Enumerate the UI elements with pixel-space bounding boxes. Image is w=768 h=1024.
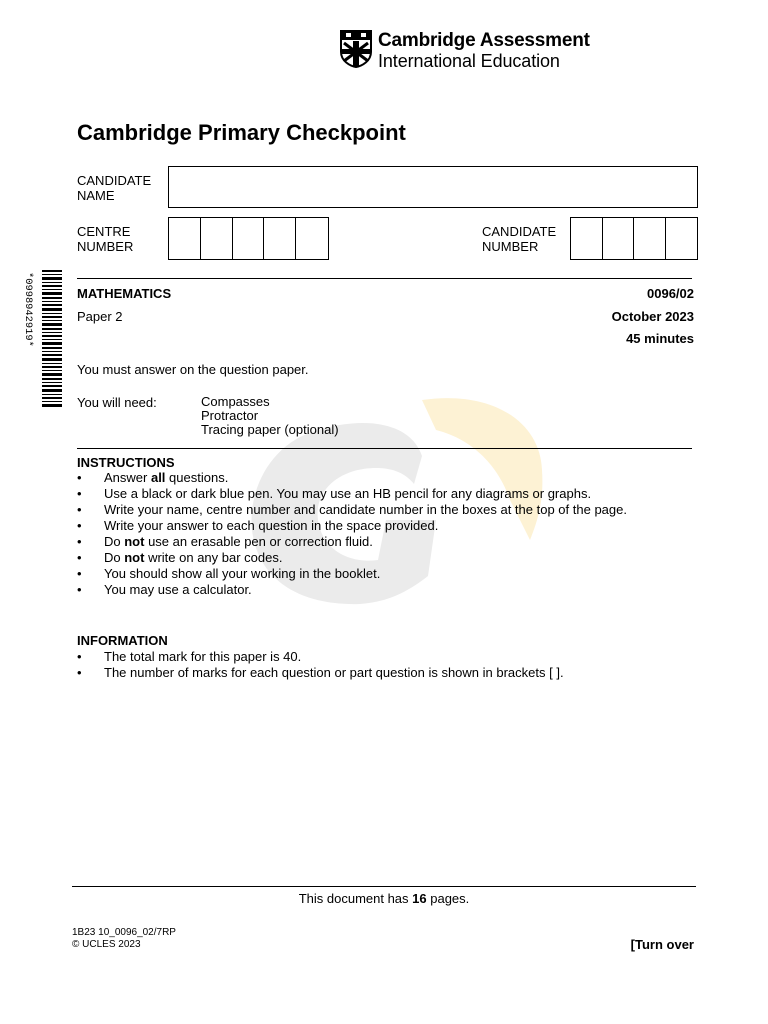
org-name-line1: Cambridge Assessment <box>378 30 590 51</box>
candidate-name-label: CANDIDATE NAME <box>77 173 152 203</box>
centre-number-label: CENTRE NUMBER <box>77 224 134 254</box>
divider <box>77 278 692 279</box>
instructions-list <box>77 470 697 598</box>
digit-box[interactable] <box>634 218 666 259</box>
list-item: • Write your answer to each question in the space provided. <box>77 518 697 534</box>
list-item: • You may use a calculator. <box>77 582 697 598</box>
barcode <box>24 270 62 410</box>
subject-name: MATHEMATICS <box>77 286 172 301</box>
org-name-line2: International Education <box>378 51 560 71</box>
need-label: You will need: <box>77 395 157 410</box>
footer-divider <box>72 886 696 887</box>
paper-code: 0096/02 <box>647 286 694 301</box>
crest-icon <box>340 30 372 68</box>
answer-note: You must answer on the question paper. <box>77 362 309 377</box>
equipment-item: Protractor <box>201 408 259 423</box>
list-item: • The total mark for this paper is 40. <box>77 649 697 665</box>
candidate-name-field[interactable] <box>168 166 698 208</box>
candidate-number-field[interactable] <box>570 217 698 260</box>
information-heading: INFORMATION <box>77 633 168 648</box>
digit-box[interactable] <box>169 218 201 259</box>
instructions-heading: INSTRUCTIONS <box>77 455 175 470</box>
digit-box[interactable] <box>233 218 265 259</box>
exam-duration: 45 minutes <box>626 331 694 346</box>
list-item: • The number of marks for each question or part question is shown in brackets [ ]. <box>77 665 697 681</box>
footer-ref: 1B23 10_0096_02/7RP © UCLES 2023 <box>72 927 176 950</box>
equipment-item: Compasses <box>201 394 270 409</box>
digit-box[interactable] <box>296 218 328 259</box>
turn-over: [Turn over <box>630 937 694 952</box>
equipment-list <box>201 395 339 437</box>
digit-box[interactable] <box>201 218 233 259</box>
digit-box[interactable] <box>666 218 697 259</box>
centre-number-field[interactable] <box>168 217 329 260</box>
equipment-item: Tracing paper (optional) <box>201 422 339 437</box>
page-count-note: This document has 16 pages. <box>298 891 470 906</box>
digit-box[interactable] <box>571 218 603 259</box>
digit-box[interactable] <box>264 218 296 259</box>
list-item: • You should show all your working in the booklet. <box>77 566 697 582</box>
list-item: • Do not write on any bar codes. <box>77 550 697 566</box>
list-item: • Do not use an erasable pen or correction fluid. <box>77 534 697 550</box>
list-item: • Use a black or dark blue pen. You may use an HB pencil for any diagrams or graphs. <box>77 486 697 502</box>
divider <box>77 448 692 449</box>
digit-box[interactable] <box>603 218 635 259</box>
exam-session: October 2023 <box>611 309 694 324</box>
candidate-number-label: CANDIDATE NUMBER <box>482 224 557 254</box>
paper-number: Paper 2 <box>77 309 123 324</box>
cambridge-logo <box>340 30 590 72</box>
list-item: • Answer all questions. <box>77 470 697 486</box>
barcode-number: *0998942919* <box>22 272 34 347</box>
list-item: • Write your name, centre number and candidate number in the boxes at the top of the page. <box>77 502 697 518</box>
page-title: Cambridge Primary Checkpoint <box>77 120 406 145</box>
information-list <box>77 649 697 681</box>
